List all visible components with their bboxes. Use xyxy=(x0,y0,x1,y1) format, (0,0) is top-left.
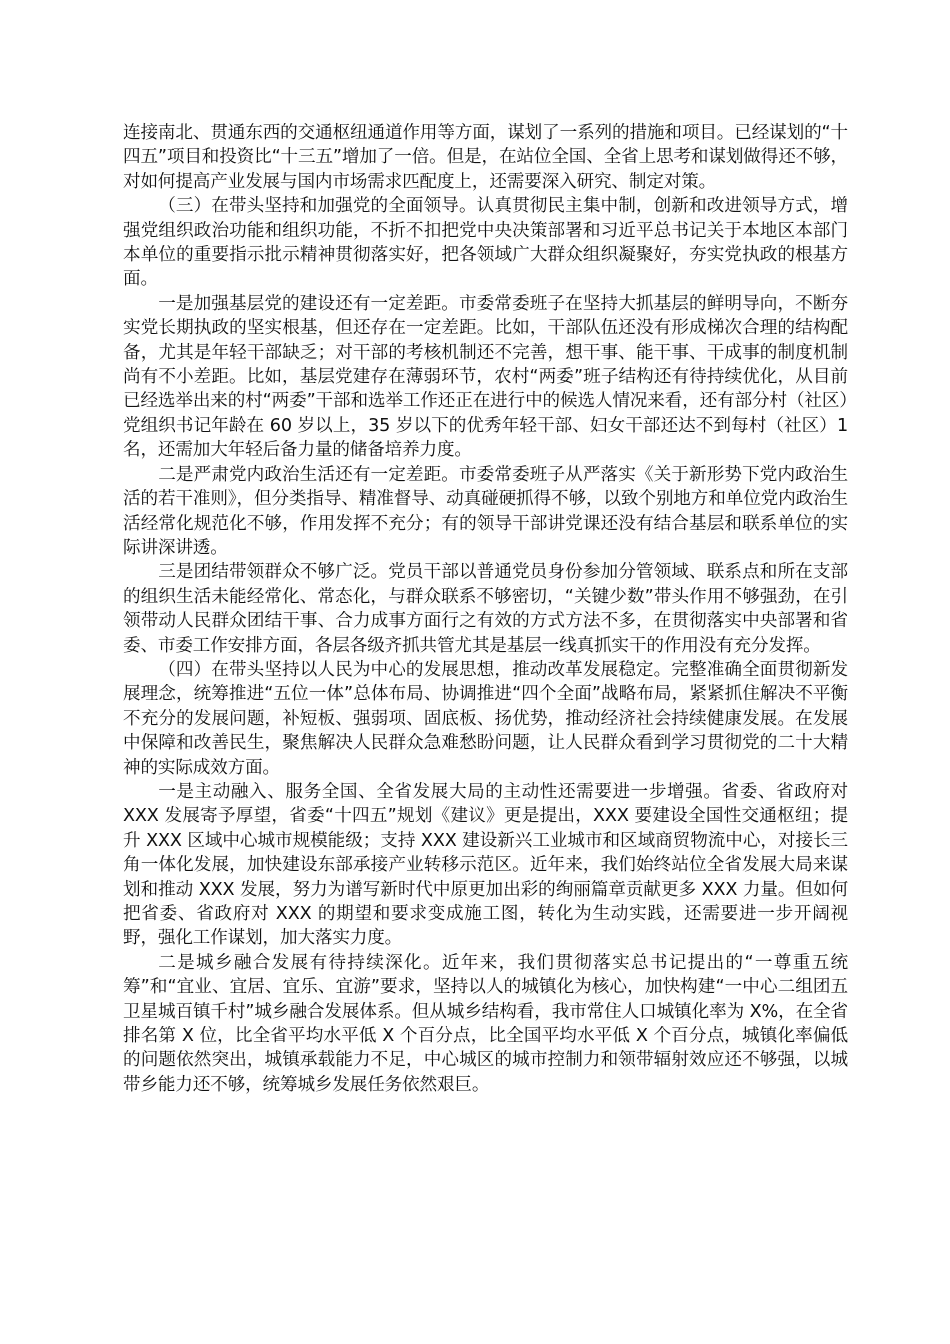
paragraph-unite-masses: 三是团结带领群众不够广泛。党员干部以普通党员身份参加分管领域、联系点和所在支部的组织生活未能经常化、常态化，与群众联系不够密切，“关键少数”带头作用不够强劲，在引领带动人民群众团结干事、合力成事方面行之有效的方式方法不多，在贯彻落实中央部署和省委、市委工作安排方面，各层各级齐抓共管尤其是基层一线真抓实干的作用没有充分发挥。 xyxy=(123,562,848,656)
paragraph-inner-party-life: 二是严肃党内政治生活还有一定差距。市委常委班子从严落实《关于新形势下党内政治生活的若干准则》，但分类指导、精准督导、动真碰硬抓得不够，以致个别地方和单位党内政治生活经常化规范化不够，作用发挥不充分；有的领导干部讲党课还没有结合基层和联系单位的实际讲深讲透。 xyxy=(123,464,848,558)
document-body xyxy=(123,121,848,1097)
paragraph-urban-rural-integration: 二是城乡融合发展有待持续深化。近年来，我们贯彻落实总书记提出的“一尊重五统筹”和“宜业、宜居、宜乐、宜游”要求，坚持以人的城镇化为核心，加快构建“一中心二组团五卫星城百镇千村”城乡融合发展体系。但从城乡结构看，我市常住人口城镇化率为 X%，在全省排名第 X 位，比全省平均水平低 X 个百分点，比全国平均水平低 X 个百分点，城镇化率偏低的问题依然突出，城镇承载能力不足，中心城区的城市控制力和领带辐射效应还不够强，以城带乡能力还不够，统筹城乡发展任务依然艰巨。 xyxy=(123,952,848,1095)
paragraph-integrate-development: 一是主动融入、服务全国、全省发展大局的主动性还需要进一步增强。省委、省政府对 XXX 发展寄予厚望，省委“十四五”规划《建议》更是提出，XXX 要建设全国性交通枢纽；提升 XXX 区域中心城市规模能级；支持 XXX 建设新兴工业城市和区域商贸物流中心，对接长三角一体化发展，加快建设东部承接产业转移示范区。近年来，我们始终站位全省发展大局来谋划和推动 XXX 发展，努力为谱写新时代中原更加出彩的绚丽篇章贡献更多 XXX 力量。但如何把省委、省政府对 XXX 的期望和要求变成施工图，转化为生动实践，还需要进一步开阔视野，强化工作谋划，加大落实力度。 xyxy=(123,781,848,949)
paragraph-intro-continuation: 连接南北、贯通东西的交通枢纽通道作用等方面，谋划了一系列的措施和项目。已经谋划的“十四五”项目和投资比“十三五”增加了一倍。但是，在站位全国、全省上思考和谋划做得还不够，对如何提高产业发展与国内市场需求匹配度上，还需要深入研究、制定对策。 xyxy=(123,123,848,192)
paragraph-section-4-heading: （四）在带头坚持以人民为中心的发展思想，推动改革发展稳定。完整准确全面贯彻新发展理念，统筹推进“五位一体”总体布局、协调推进“四个全面”战略布局，紧紧抓住解决不平衡不充分的发展问题，补短板、强弱项、固底板、扬优势，推动经济社会持续健康发展。在发展中保障和改善民生，聚焦解决人民群众急难愁盼问题，让人民群众看到学习贯彻党的二十大精神的实际成效方面。 xyxy=(123,659,848,778)
paragraph-grassroots-party-building: 一是加强基层党的建设还有一定差距。市委常委班子在坚持大抓基层的鲜明导向，不断夯实党长期执政的坚实根基，但还存在一定差距。比如，干部队伍还没有形成梯次合理的结构配备，尤其是年轻干部缺乏；对干部的考核机制还不完善，想干事、能干事、干成事的制度机制尚有不小差距。比如，基层党建存在薄弱环节，农村“两委”班子结构还有待持续优化，从目前已经选举出来的村“两委”干部和选举工作还正在进行中的候选人情况来看，还有部分村（社区）党组织书记年龄在 60 岁以上，35 岁以下的优秀年轻干部、妇女干部还达不到每村（社区）1 名，还需加大年轻后备力量的储备培养力度。 xyxy=(123,293,848,461)
paragraph-section-3-heading: （三）在带头坚持和加强党的全面领导。认真贯彻民主集中制，创新和改进领导方式，增强党组织政治功能和组织功能，不折不扣把党中央决策部署和习近平总书记关于本地区本部门本单位的重要指示批示精神贯彻落实好，把各领域广大群众组织凝聚好，夯实党执政的根基方面。 xyxy=(123,196,848,290)
